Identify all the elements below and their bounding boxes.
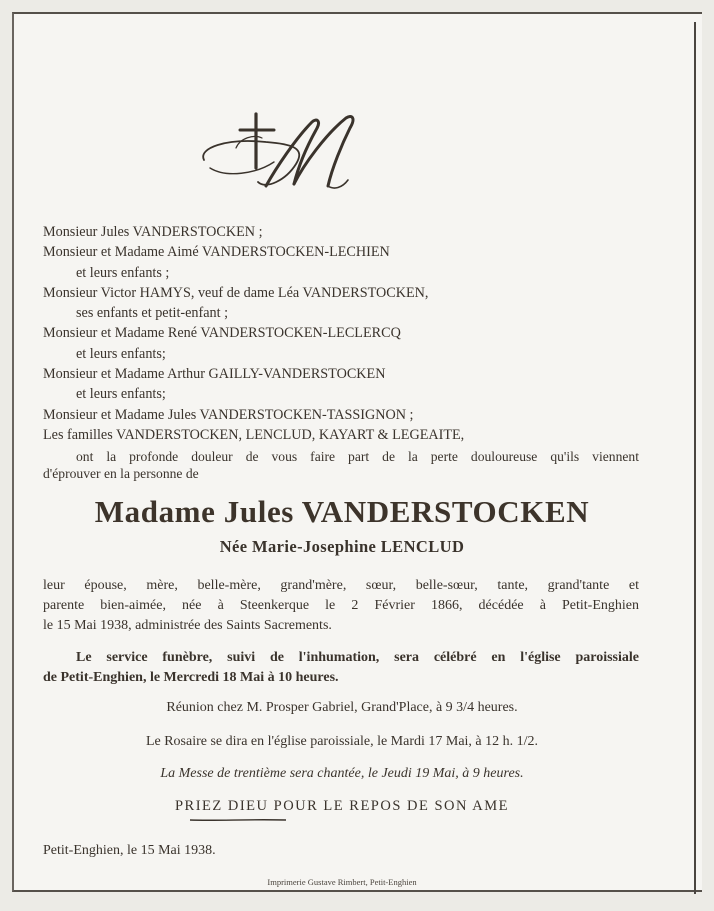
family-line: et leurs enfants ; [76, 264, 170, 281]
family-line: Monsieur et Madame Arthur GAILLY-VANDERSTOCKEN [43, 366, 386, 383]
service-line: Le service funèbre, suivi de l'inhumation, sera célébré en l'église paroissiale [76, 650, 639, 665]
family-line: et leurs enfants; [76, 386, 166, 403]
family-list [43, 222, 653, 445]
deceased-name: Madame Jules VANDERSTOCKEN [94, 494, 590, 529]
biography [43, 576, 639, 636]
bio-line: parente bien-aimée, née à Steenkerque le 2 Février 1866, décédée à Petit-Enghien [43, 598, 639, 613]
family-line: ses enfants et petit-enfant ; [76, 305, 229, 322]
intro-line: ont la profonde douleur de vous faire part de la perte douloureuse qu'ils viennent [76, 449, 639, 464]
family-line: Les familles VANDERSTOCKEN, LENCLUD, KAYART & LEGEAITE, [43, 426, 465, 443]
reunion-notice: Réunion chez M. Prosper Gabriel, Grand'Place, à 9 3/4 heures. [166, 700, 518, 715]
cross-m-monogram-icon [196, 108, 362, 204]
rosary-notice: Le Rosaire se dira en l'église paroissiale, le Mardi 17 Mai, à 12 h. 1/2. [145, 734, 539, 749]
card-right-border [694, 22, 696, 894]
family-line: et leurs enfants; [76, 345, 166, 362]
place-date: Petit-Enghien, le 15 Mai 1938. [43, 843, 216, 858]
family-line: Monsieur Jules VANDERSTOCKEN ; [43, 224, 263, 240]
family-line: Monsieur et Madame Jules VANDERSTOCKEN-TASSIGNON ; [43, 406, 414, 423]
pen-underline [188, 818, 288, 822]
prayer-line: PRIEZ DIEU POUR LE REPOS DE SON AME [174, 798, 510, 814]
announcement-intro [43, 448, 639, 482]
family-line: Monsieur Victor HAMYS, veuf de dame Léa VANDERSTOCKEN, [43, 284, 429, 301]
family-line: Monsieur et Madame René VANDERSTOCKEN-LECLERCQ [43, 325, 401, 342]
mass-notice: La Messe de trentième sera chantée, le Jeudi 19 Mai, à 9 heures. [160, 766, 524, 781]
intro-line: d'éprouver en la personne de [43, 466, 199, 481]
service-line: de Petit-Enghien, le Mercredi 18 Mai à 10 heures. [43, 670, 339, 685]
maiden-name: Née Marie-Josephine LENCLUD [219, 537, 465, 556]
funeral-service [43, 648, 639, 688]
bio-line: leur épouse, mère, belle-mère, grand'mère, sœur, belle-sœur, tante, grand'tante et [43, 578, 639, 593]
printer-imprint: Imprimerie Gustave Rimbert, Petit-Enghien [267, 877, 417, 887]
family-line: Monsieur et Madame Aimé VANDERSTOCKEN-LECHIEN [43, 244, 390, 261]
bio-line: le 15 Mai 1938, administrée des Saints Sacrements. [43, 618, 332, 633]
